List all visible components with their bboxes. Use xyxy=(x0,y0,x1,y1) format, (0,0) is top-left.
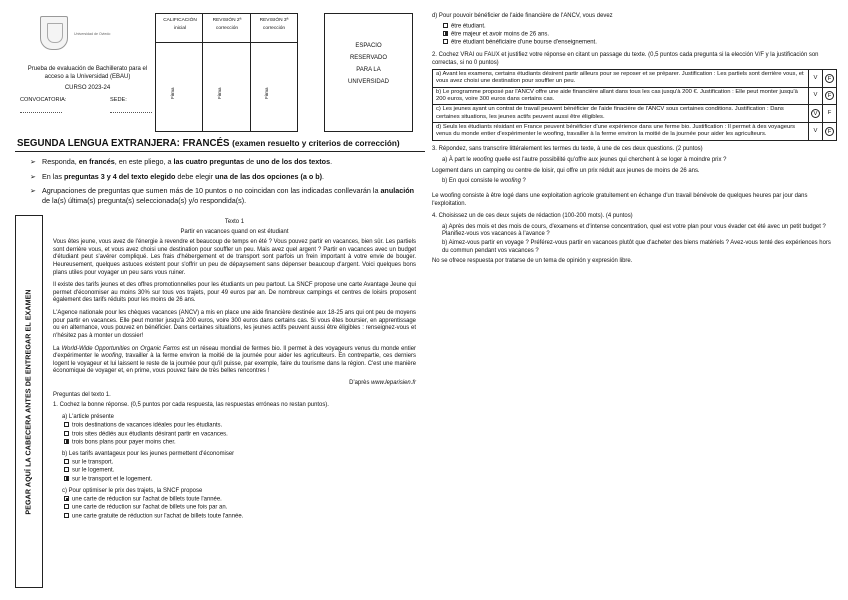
q3a-question: a) À part le woofing quelle est l'autre possibilité qu'offre aux jeunes qui cherchent à se loger à moindre prix ? xyxy=(442,157,727,164)
questions-label: Preguntas del texto 1. xyxy=(53,391,111,398)
checkbox-checked[interactable] xyxy=(64,476,69,481)
q3b-question: b) En quoi consiste le woofing ? xyxy=(442,178,526,185)
q2-true-cell[interactable]: V xyxy=(809,122,823,140)
checkbox-checked[interactable] xyxy=(443,31,448,36)
reserved-space xyxy=(324,13,413,132)
crest-icon xyxy=(40,16,68,50)
q1a-choice[interactable]: trois sites dédiés aux étudiants désirant partir en vacances. xyxy=(64,431,416,439)
university-logo xyxy=(40,16,140,50)
q1d-label: d) Pour pouvoir bénéficier de l'aide financière de l'ANCV, vous devez xyxy=(432,13,613,19)
q2-stem: 2. Cochez VRAI ou FAUX et justifiez votre réponse en citant un passage du texte. (0,5 puntos cada pregunta si la elección V/F y la justificación son correctas, si no 0 puntos) xyxy=(432,51,819,66)
q1c-label: c) Pour optimiser le prix des trajets, la SNCF propose xyxy=(62,487,203,494)
q2-row-text: a) Avant les examens, certains étudiants désirent partir ailleurs pour se reposer et se préparer. Justification : Les partiels sont derrière vous, et vous avez choisi une destination pour souffler un peu. xyxy=(433,70,809,88)
instruction-3: ➢ Agrupaciones de preguntas que sumen más de 10 puntos o no coincidan con las indicadas conllevarán la anulación de la(s) última(s) pregunta(s) seleccionada(s) y/o respondida(s). xyxy=(30,186,418,205)
firma-label-1: Firma xyxy=(170,87,175,100)
q1a-label: a) L'article présente xyxy=(62,413,114,420)
q2-true-cell[interactable]: V xyxy=(809,70,823,88)
exam-title xyxy=(17,138,422,151)
q3a-answer: Logement dans un camping ou centre de loisir, qui offre un prix réduit aux jeunes de moins de 26 ans. xyxy=(432,167,700,174)
q2-row-text: d) Seuls les étudiants résidant en France peuvent bénéficier d'une expérience dans une ferme bio. Justification : Il permet à des voyageurs venus du monde entier d'expérimenter le woofing, travailler à la ferme environ la moitié de la journée pour aider les agriculteurs. xyxy=(433,122,809,140)
q1-stem: 1. Cochez la bonne réponse. (0,5 puntos por cada respuesta, las respuestas erróneas no restan puntos). xyxy=(53,402,329,409)
q1d-choice[interactable]: être majeur et avoir moins de 26 ans. xyxy=(443,31,837,39)
university-name: Universidad de Oviedo xyxy=(74,32,111,36)
q2-table xyxy=(432,69,837,140)
checkbox[interactable] xyxy=(64,504,69,509)
q2-false-cell[interactable]: F xyxy=(823,105,837,123)
q1b-choice[interactable]: sur le logement. xyxy=(64,467,416,475)
q2-row xyxy=(433,87,837,105)
q2-false-cell-selected[interactable]: F xyxy=(823,122,837,140)
convocatoria-label: CONVOCATORIA: xyxy=(20,97,67,103)
text-paragraph-4: La World-Wide Opportunities on Organic Farms est un réseau mondial de fermes bio. Il permet à des voyageurs venus du monde entier d'expérimenter le woofing, travailler à la ferme environ la moitié de la journée pour aider les agriculteurs. En contrepartie, ces derniers logent le voyageur et lui laissent le reste de la journée pour qu'il puisse, par exemple, faire du tourisme dans la région. C'est une manière économique de voyager et, en prime, vous pouvez faire de très belles rencontres ! xyxy=(53,345,416,375)
q2-false-cell-selected[interactable]: F xyxy=(823,87,837,105)
header-paste-area xyxy=(15,215,43,588)
q2-row xyxy=(433,122,837,140)
q1b-choice[interactable]: sur le transport et le logement. xyxy=(64,476,416,484)
checkbox[interactable] xyxy=(64,431,69,436)
text-paragraph-2: Il existe des tarifs jeunes et des offres promotionnelles pour les étudiants un peu partout. La SNCF propose une carte Avantage Jeune qui permet d'économiser au moins 30% sur tous vos trajets, pour 49 euros par an. De nombreux campings et centres de loisirs proposent également des tarifs réduits pour les moins de 26 ans. xyxy=(53,282,416,304)
q1d-choice[interactable]: être étudiant. xyxy=(443,23,837,31)
title-main: SEGUNDA LENGUA EXTRANJERA: FRANCÉS xyxy=(17,138,230,149)
checkbox[interactable] xyxy=(64,459,69,464)
checkbox[interactable] xyxy=(443,23,448,28)
text-paragraph-1: Vous êtes jeune, vous avez de l'énergie à revendre et beaucoup de temps en été ? Vous pouvez partir en vacances, bien sûr. Les partiels sont derrière vous, et vous avez choisi une destination pour souffler un peu. Mais avez quel argent ? Partir en vacances avec un budget d'étudiant peut s'avérer compliqué. Les frais d'hébergement et de transport sont parfois un frein important à votre envie de bouger. Heureusement, quelques astuces existent pour s'offrir un peu de dépaysement sans dépenser beaucoup d'argent. Voici quelques bons plans utiles pour voyager un peu sans vous ruiner. xyxy=(53,239,416,276)
sede-label: SEDE: xyxy=(110,97,127,103)
reserved-line-1: ESPACIO xyxy=(355,43,382,49)
q1c-choice[interactable]: une carte de réduction sur l'achat de billets toute l'année. xyxy=(64,496,416,504)
exam-course: CURSO 2023-24 xyxy=(64,85,111,91)
q2-row xyxy=(433,70,837,88)
q2-false-cell-selected[interactable]: F xyxy=(823,70,837,88)
sede-line xyxy=(110,112,152,113)
q2-row-text: c) Les jeunes ayant un contrat de travail peuvent bénéficier de l'aide finacière de l'ANCV sous certaines conditions. Justification : Dans certaines situations, les jeunes actifs peuvent aussi être éligibles. xyxy=(433,105,809,123)
q4b-prompt: b) Aimez-vous partir en voyage ? Préférez-vous partir en vacances plutôt que d'acheter des biens matériels ? Avez-vous tenté des expériences hors du commun pendant vos vacances ? xyxy=(442,240,831,254)
title-suffix: (examen resuelto y criterios de corrección) xyxy=(232,139,400,148)
text-heading: Partir en vacances quand on est étudiant xyxy=(180,228,289,235)
q1d-choice[interactable]: être étudiant bénéficiaire d'une bourse d'enseignement. xyxy=(443,39,837,47)
q3b-answer: Le woofing consiste à être logé dans une exploitation agricole gratuitement en échange d'un travail bénévole de quelques heures par jour dans l'exploitation. xyxy=(432,192,808,207)
q4a-prompt: a) Après des mois et des mois de cours, d'examens et d'intense concentration, quel est votre plan pour vous évader cet été avec un petit budget ? Planifiez-vous vos vacances à l'avance ? xyxy=(442,223,826,238)
checkbox[interactable] xyxy=(64,467,69,472)
grid-header-2: REVISIÓN 2ª corrección xyxy=(212,18,242,31)
header-paste-label: PEGAR AQUÍ LA CABECERA ANTES DE ENTREGAR EL EXAMEN xyxy=(24,288,33,515)
text-label: Texto 1 xyxy=(224,219,245,225)
text-column xyxy=(53,219,416,521)
reserved-line-4: UNIVERSIDAD xyxy=(347,79,389,85)
q2-row-text: b) Le programme proposé par l'ANCV offre une aide financière allant dans tous les cas jusqu'à 200 €. Justification : Elle peut monter jusqu'à 200 euros, voire 300 euros dans certains cas. xyxy=(433,87,809,105)
q2-true-cell-selected[interactable]: V xyxy=(809,105,823,123)
text-source: D'après www.leparisien.fr xyxy=(349,379,416,386)
checkbox-checked[interactable] xyxy=(64,439,69,444)
firma-label-2: Firma xyxy=(217,87,222,100)
checkbox[interactable] xyxy=(443,39,448,44)
q2-row xyxy=(433,105,837,123)
q1b-choice[interactable]: sur le transport. xyxy=(64,459,416,467)
firma-label-3: Firma xyxy=(264,87,269,100)
q4-stem: 4. Choisissez un de ces deux sujets de rédaction (100-200 mots). (4 puntos) xyxy=(432,213,633,220)
q1b-label: b) Les tarifs avantageux pour les jeunes permettent d'économiser xyxy=(62,450,235,457)
q3-stem: 3. Répondez, sans transcrire littéralement les termes du texte, à une de ces deux questions. (2 puntos) xyxy=(432,145,703,152)
exam-name: Prueba de evaluación de Bachillerato para el acceso a la Universidad (EBAU) xyxy=(27,66,148,80)
instructions-list xyxy=(30,157,418,211)
text-paragraph-3: L'Agence nationale pour les chèques vacances (ANCV) a mis en place une aide financière destinée aux 18-25 ans qui ont peu de moyens pour partir en vacances. Elle peut monter jusqu'à 200 euros, voire 300 euros dans certains cas. Si vous êtes boursier, en apprentissage ou en alternance, vous pouvez en bénéficier. Dans certaines situations, les jeunes actifs peuvent aussi être éligibles : renseignez-vous et n'hésitez pas à monter un dossier! xyxy=(53,310,416,339)
checkbox-checked[interactable] xyxy=(64,496,69,501)
q2-true-cell[interactable]: V xyxy=(809,87,823,105)
answers-column xyxy=(432,13,837,266)
reserved-line-3: PARA LA xyxy=(356,67,381,73)
reserved-line-2: RESERVADO xyxy=(349,55,388,61)
convocatoria-line xyxy=(20,112,62,113)
grading-grid xyxy=(155,13,298,132)
checkbox[interactable] xyxy=(64,422,69,427)
instruction-2: ➢ En las preguntas 3 y 4 del texto elegido debe elegir una de las dos opciones (a o b). xyxy=(30,172,418,182)
q1a-choice[interactable]: trois destinations de vacances idéales pour les étudiants. xyxy=(64,422,416,430)
q1c-choice[interactable]: une carte de réduction sur l'achat de billets une fois par an. xyxy=(64,504,416,512)
q1c-choice[interactable]: une carte gratuite de réduction sur l'achat de billets toute l'année. xyxy=(64,513,416,521)
sede-field xyxy=(110,97,152,113)
grid-header-line xyxy=(156,42,297,43)
checkbox[interactable] xyxy=(64,513,69,518)
q1a-choice[interactable]: trois bons plans pour payer moins cher. xyxy=(64,439,416,447)
q4-note: No se ofrece respuesta por tratarse de un tema de opinión y expresión libre. xyxy=(432,258,633,265)
grid-header-3: REVISIÓN 3ª corrección xyxy=(259,18,289,31)
title-divider xyxy=(15,151,425,152)
grid-header-1: CALIFICACIÓN inicial xyxy=(163,18,197,31)
instruction-1: ➢ Responda, en francés, en este pliego, a las cuatro preguntas de uno de los dos textos. xyxy=(30,157,418,167)
